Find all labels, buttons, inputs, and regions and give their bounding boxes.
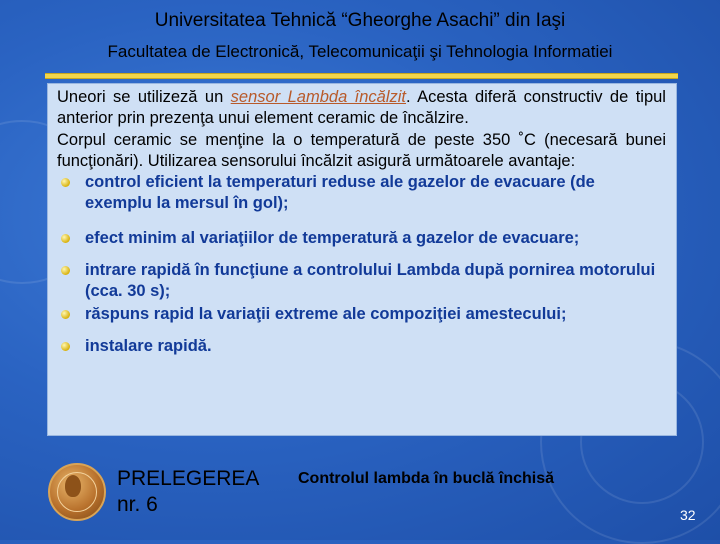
list-item xyxy=(57,172,666,215)
highlight-term: sensor Lambda încălzit xyxy=(230,88,407,106)
content-box xyxy=(47,83,677,436)
list-spacer xyxy=(57,325,666,336)
list-spacer xyxy=(57,215,666,228)
lecture-title: Controlul lambda în buclă închisă xyxy=(298,470,555,487)
bullet-icon xyxy=(61,342,70,351)
list-item xyxy=(57,228,666,249)
portrait-medal-icon xyxy=(48,463,106,521)
list-item-text: control eficient la temperaturi reduse ale gazelor de evacuare (de exemplu la mersul în gol); xyxy=(85,173,595,213)
bullet-icon xyxy=(61,178,70,187)
lecture-label-line1: PRELEGEREA xyxy=(117,467,260,490)
list-item xyxy=(57,336,666,357)
medal-portrait xyxy=(65,475,81,497)
bullet-icon xyxy=(61,310,70,319)
list-item-text: răspuns rapid la variaţii extreme ale compoziţiei amestecului; xyxy=(85,304,567,323)
intro-text: Uneori se utilizeză un xyxy=(57,88,231,106)
body-paragraph: Corpul ceramic se menţine la o temperatură de peste 350 ˚C (necesară bunei funcţionări). Utilizarea sensorului încălzit asigură următoarele avantaje: xyxy=(57,130,666,170)
header-subtitle: Facultatea de Electronică, Telecomunicaţii şi Tehnologia Informatiei xyxy=(107,42,613,61)
lecture-label xyxy=(117,466,259,518)
intro-paragraph xyxy=(57,87,666,130)
bullet-icon xyxy=(61,234,70,243)
list-item-text: efect minim al variaţiilor de temperatură a gazelor de evacuare; xyxy=(85,228,580,247)
bullet-icon xyxy=(61,266,70,275)
intro-text-continued: . Acesta diferă constructiv de tipul anterior prin prezenţa unui element ceramic de încălzire. xyxy=(57,88,666,128)
list-item xyxy=(57,304,666,325)
list-item-text: instalare rapidă. xyxy=(85,336,212,355)
list-spacer xyxy=(57,249,666,260)
list-item xyxy=(57,260,666,303)
header-title: Universitatea Tehnică “Gheorghe Asachi” din Iaşi xyxy=(154,10,566,31)
page-number: 32 xyxy=(680,507,696,523)
header-divider xyxy=(45,73,678,79)
lecture-label-line2: nr. 6 xyxy=(117,493,158,516)
benefits-list xyxy=(57,172,666,357)
list-item-text: intrare rapidă în funcţiune a controlului Lambda după pornirea motorului (cca. 30 s); xyxy=(85,261,656,301)
